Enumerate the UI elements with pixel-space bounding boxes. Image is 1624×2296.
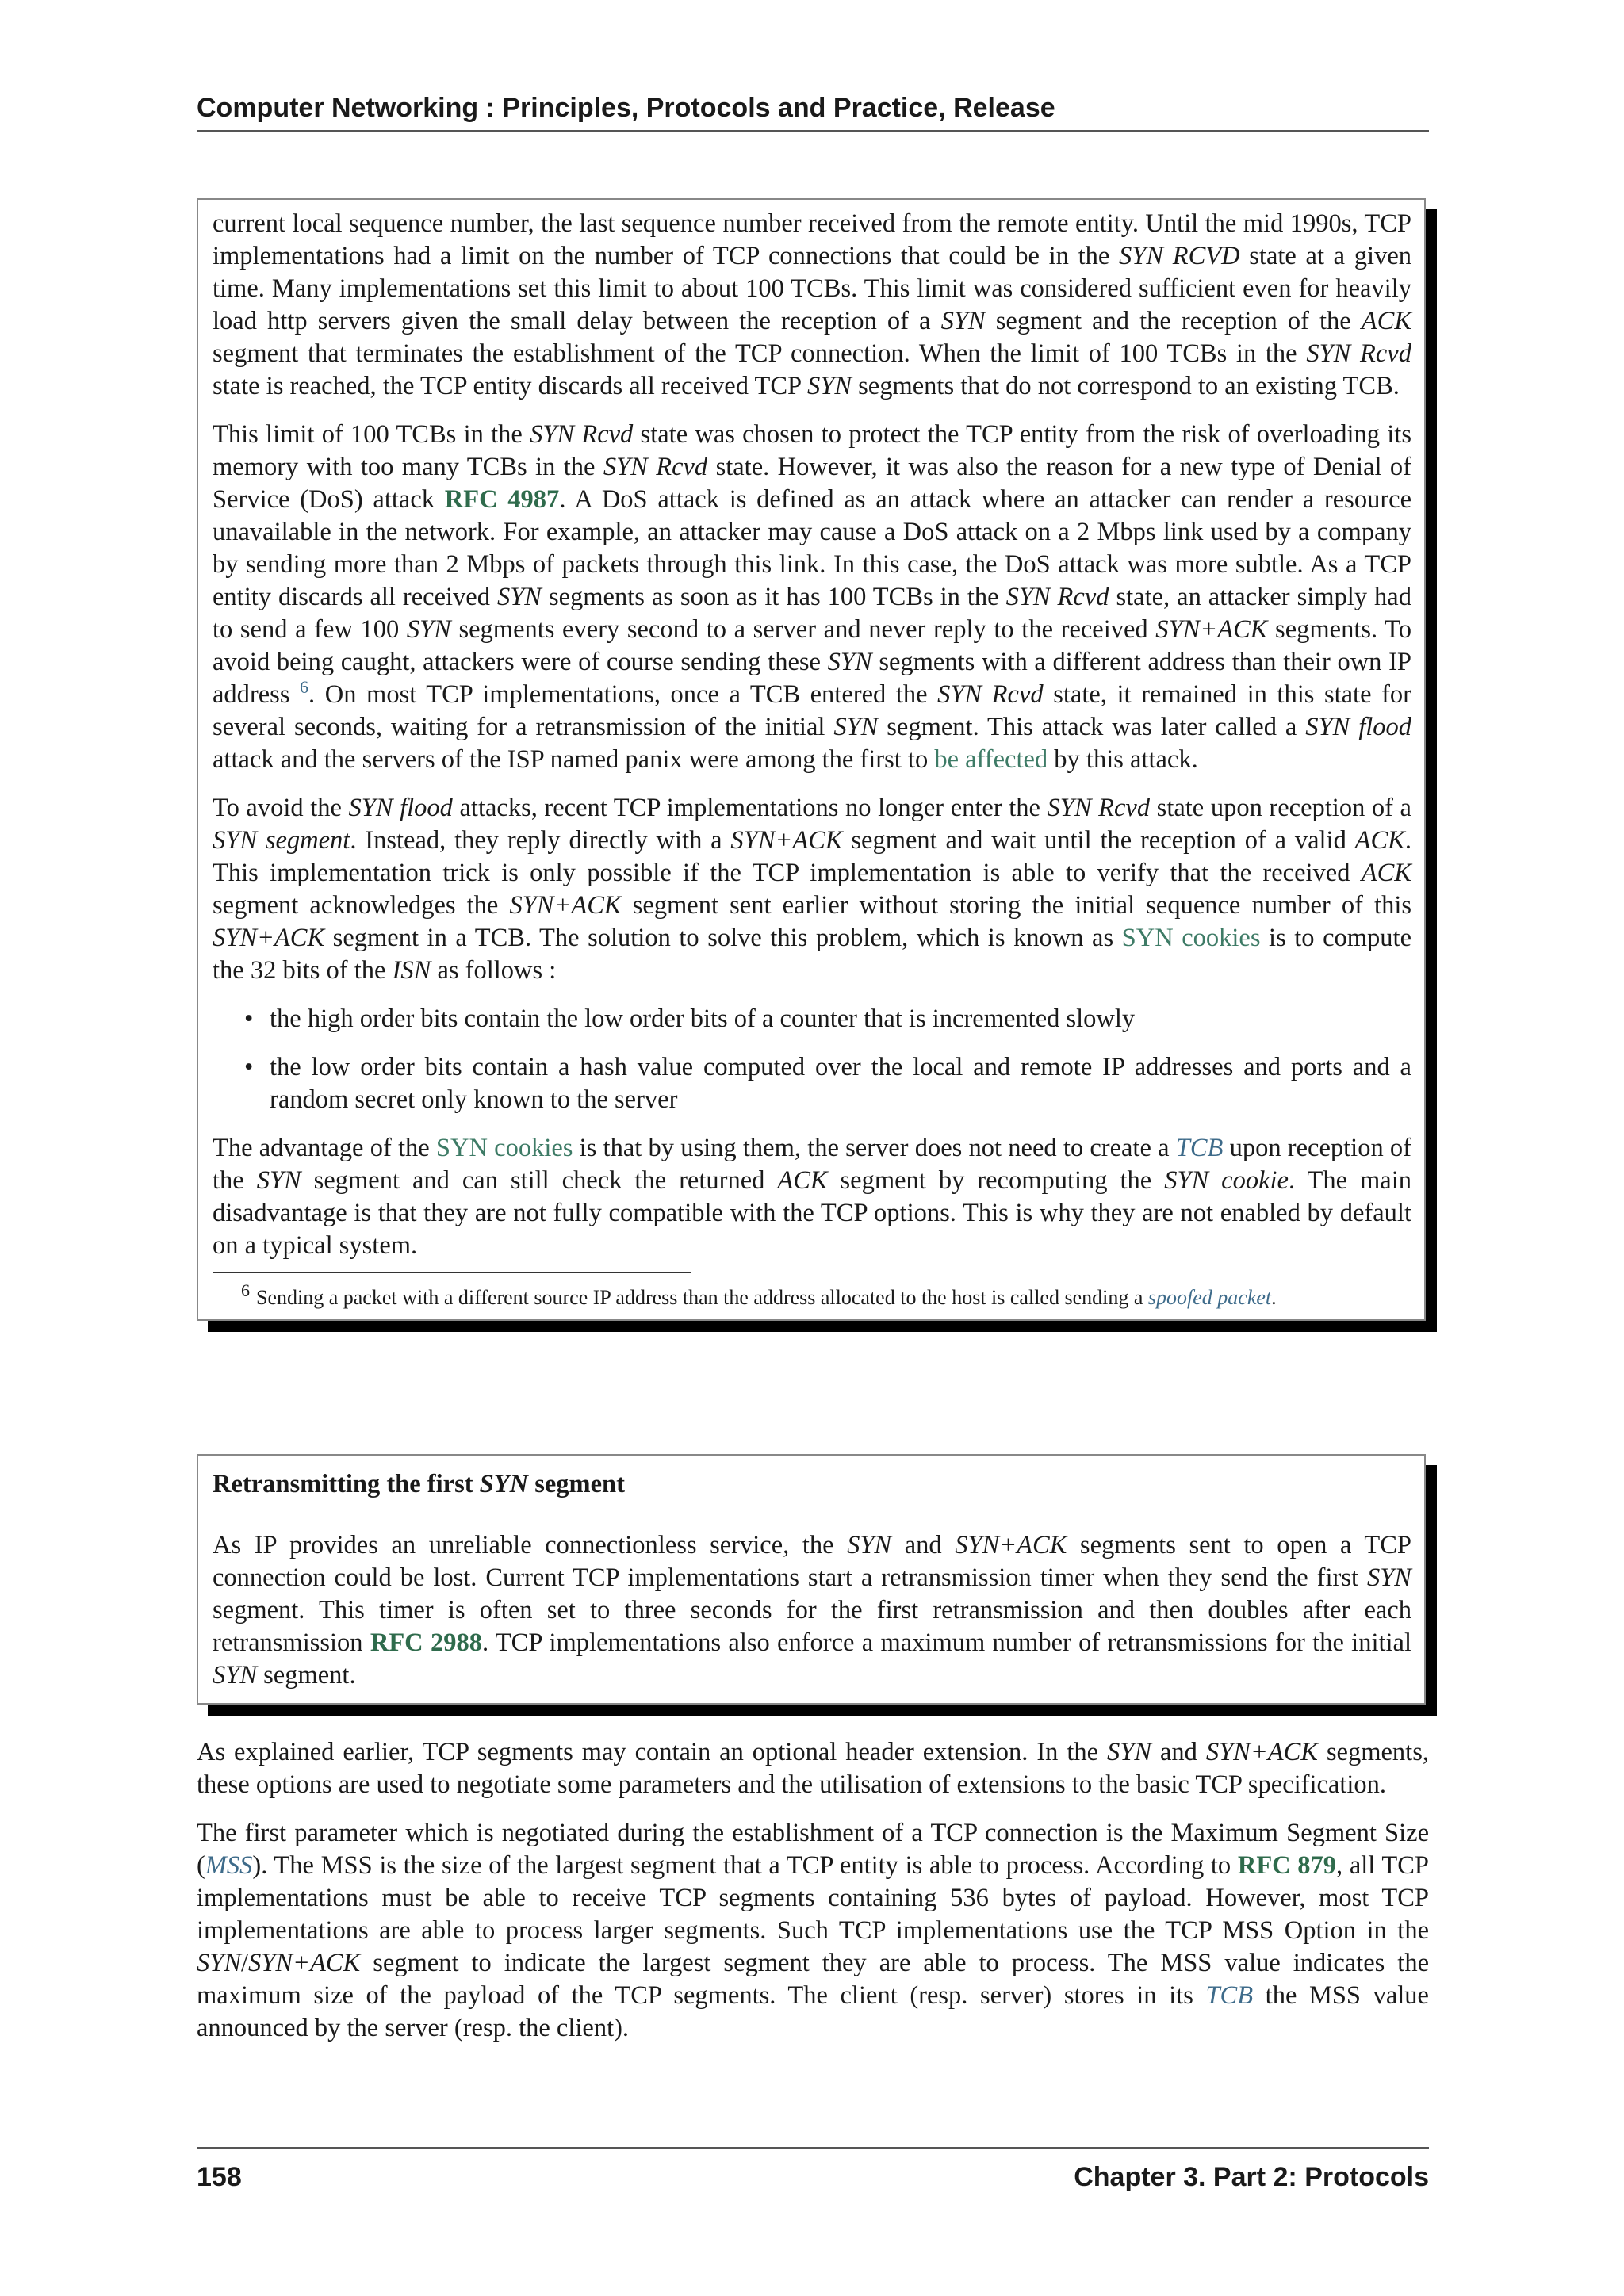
footnote-6: $^6$ Sending a packet with a different source IP address than the address allocated to the host is called sending a spoofed packet. [241,1280,1277,1309]
tcb-link[interactable]: TCB [1175,1134,1224,1162]
footnote-divider [213,1272,691,1273]
syn-cookies-link[interactable]: SYN cookies [1121,924,1261,952]
rfc-2988-link[interactable]: RFC 2988 [370,1628,482,1657]
paragraph: The first parameter which is negotiated during the establishment of a TCP connection is the Maximum Segment Size (MSS). The MSS is the size of the largest segment that a TCP entity is able to process. According to RFC 879, all TCP implementations must be able to receive TCP segments containing 536 bytes of payload. However, most TCP implementations are able to process larger segments. Such TCP implementations use the TCP MSS Option in the SYN/SYN+ACK segment to indicate the largest segment they are able to process. The MSS value indicates the maximum size of the payload of the TCP segments. The client (resp. server) stores in its TCB the MSS value announced by the server (resp. the client). [197,1819,1429,2042]
list-item: • the low order bits contain a hash value computed over the local and remote IP addresses and ports and a random secret only known to the server [244,1051,1411,1116]
syn-cookies-link[interactable]: SYN cookies [435,1134,573,1162]
chapter-title: Chapter 3. Part 2: Protocols [1074,2162,1429,2192]
paragraph: As explained earlier, TCP segments may contain an optional header extension. In the SYN and SYN+ACK segments, these options are used to negotiate some parameters and the utilisation of extensions to the basic TCP specification. [197,1738,1429,1799]
running-footer [197,2147,1429,2195]
paragraph: current local sequence number, the last sequence number received from the remote entity. Until the mid 1990s, TCP implementations had a limit on the number of TCP connections that could be in the SYN RCVD state at a given time. Many implementations set this limit to about 100 TCBs. This limit was considered sufficient even for heavily load http servers given the small delay between the reception of a SYN segment and the reception of the ACK segment that terminates the establishment of the TCP connection. When the limit of 100 TCBs in the SYN Rcvd state is reached, the TCP entity discards all received TCP SYN segments that do not correspond to an existing TCB. [213,209,1412,400]
note-box-retransmitting-syn [197,1454,1426,1705]
page-number: 158 [197,2162,242,2192]
running-header: Computer Networking : Principles, Protocols and Practice, Release [197,86,1429,132]
mss-link[interactable]: MSS [205,1851,253,1880]
paragraph: As IP provides an unreliable connectionless service, the SYN and SYN+ACK segments sent to open a TCP connection could be lost. Current TCP implementations start a retransmission timer when they send the first SYN segment. This timer is often set to three seconds for the first retransmission and then doubles after each retransmission RFC 2988. TCP implementations also enforce a maximum number of retransmissions for the initial SYN segment. [213,1531,1411,1689]
main-text [197,1736,1429,2061]
box-title: Retransmitting the first SYN segment [213,1470,625,1498]
paragraph: The advantage of the SYN cookies is that by using them, the server does not need to create a TCB upon reception of the SYN segment and can still check the returned ACK segment by recomputing the SYN cookie. The main disadvantage is that they are not fully compatible with the TCP options. This is why they are not enabled by default on a typical system. [213,1134,1411,1260]
spoofed-packet-link[interactable]: spoofed packet [1147,1286,1272,1309]
paragraph: This limit of 100 TCBs in the SYN Rcvd state was chosen to protect the TCP entity from the risk of overloading its memory with too many TCBs in the SYN Rcvd state. However, it was also the reason for a new type of Denial of Service (DoS) attack RFC 4987. A DoS attack is defined as an attack where an attacker can render a resource unavailable in the network. For example, an attacker may cause a DoS attack on a 2 Mbps link used by a company by sending more than 2 Mbps of packets through this link. In this case, the DoS attack was more subtle. As a TCP entity discards all received SYN segments as soon as it has 100 TCBs in the SYN Rcvd state, an attacker simply had to send a few 100 SYN segments every second to a server and never reply to the received SYN+ACK segments. To avoid being caught, attackers were of course sending these SYN segments with a different address than their own IP address $^6$. On most TCP implementations, once a TCB entered the SYN Rcvd state, it remained in this state for several seconds, waiting for a retransmission of the initial SYN segment. This attack was later called a SYN flood attack and the servers of the ISP named panix were among the first to be affected by this attack. [213,420,1412,774]
list-item: • the high order bits contain the low order bits of a counter that is incremented slowly [244,1003,1411,1035]
paragraph: To avoid the SYN flood attacks, recent TCP implementations no longer enter the SYN Rcvd state upon reception of a SYN segment. Instead, they reply directly with a SYN+ACK segment and wait until the reception of a valid ACK. This implementation trick is only possible if the TCP implementation is able to verify that the received ACK segment acknowledges the SYN+ACK segment sent earlier without storing the initial sequence number of this SYN+ACK segment in a TCB. The solution to solve this problem, which is known as SYN cookies is to compute the 32 bits of the ISN as follows : [213,794,1411,985]
bullet-list [213,1003,1411,1116]
rfc-879-link[interactable]: RFC 879 [1237,1851,1337,1880]
be-affected-link[interactable]: be affected [934,745,1048,774]
footnote-ref-6[interactable]: 6 [300,677,309,698]
rfc-4987-link[interactable]: RFC 4987 [444,485,560,514]
note-box-syn-rcvd [197,198,1426,1321]
tcb-link[interactable]: TCB [1205,1981,1254,2010]
